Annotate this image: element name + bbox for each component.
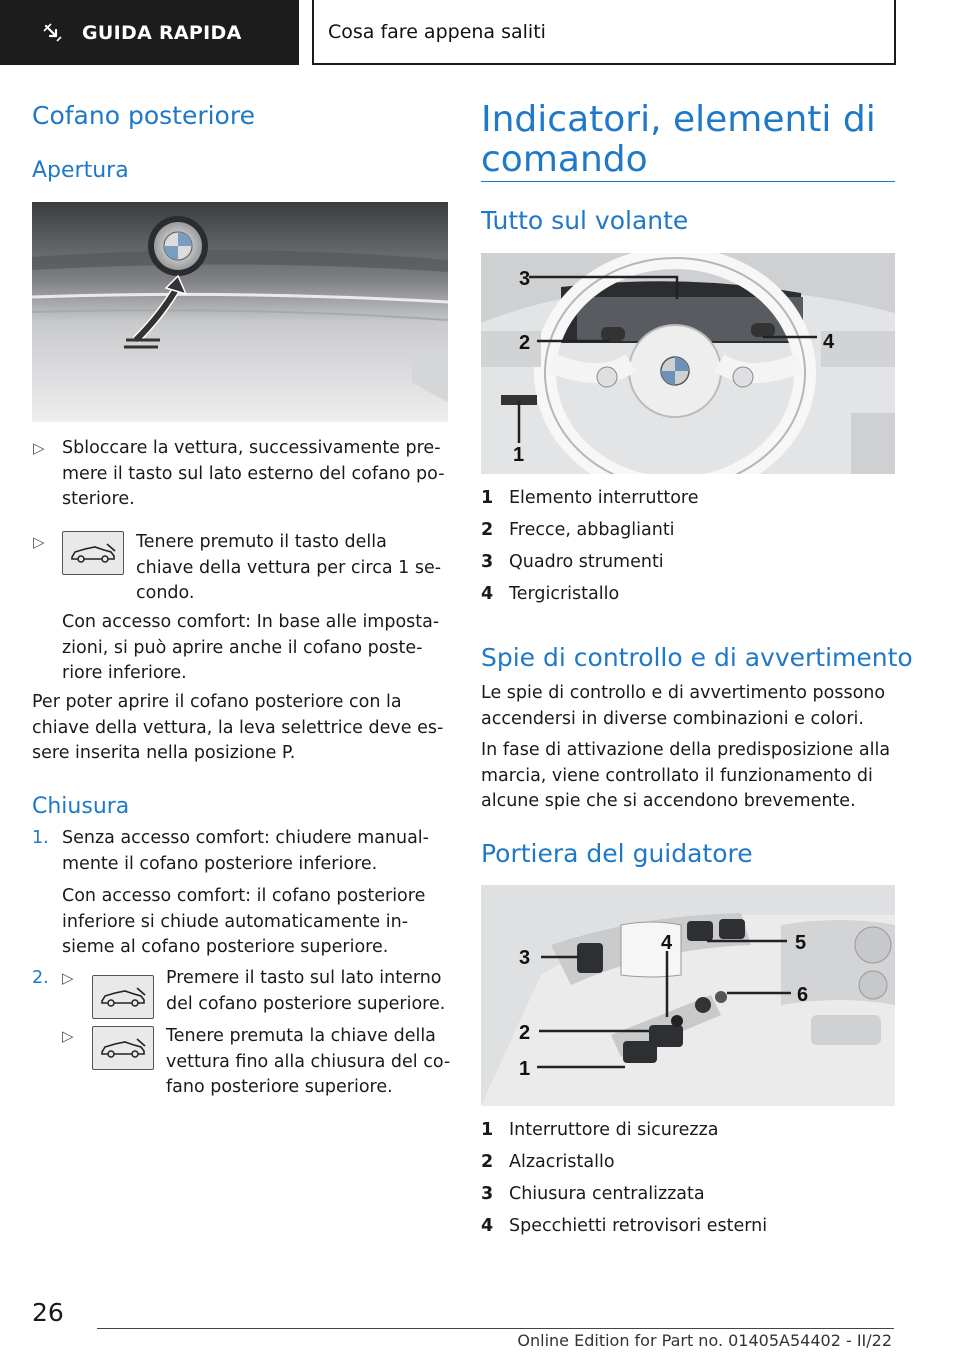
callout-3: 3 <box>519 268 531 290</box>
note-text: Per poter aprire il cofano posteriore con la chiave della vettura, la leva selettrice deve es- sere inserita nella posizione P. <box>32 692 444 763</box>
step-number: 1. <box>32 828 49 848</box>
legend-text: Frecce, abbaglianti <box>509 520 675 540</box>
step-text: Premere il tasto sul lato interno del cofano posteriore superiore. <box>166 968 446 1014</box>
car-tailgate-icon <box>92 1026 154 1070</box>
steering-photo <box>481 253 895 474</box>
legend-number: 3 <box>481 1184 494 1204</box>
legend-text: Tergicristallo <box>509 584 620 604</box>
comfort-text: Con accesso comfort: In base alle imposta- zioni, si può aprire anche il cofano poste- riore inferiore. <box>62 612 440 683</box>
step-number: 2. <box>32 968 49 988</box>
car-tailgate-icon <box>92 975 154 1019</box>
callout-1: 1 <box>513 444 525 466</box>
legend-text: Elemento interruttore <box>509 488 699 508</box>
section-label: GUIDA RAPIDA <box>82 21 242 44</box>
legend-number: 3 <box>481 552 494 572</box>
legend-number: 4 <box>481 1216 494 1236</box>
step-comfort-text: Con accesso comfort: il cofano posteriore inferiore si chiude automaticamente in- sieme al cofano posteriore superiore. <box>62 886 426 957</box>
section-tab[interactable] <box>0 0 299 65</box>
legend-number: 2 <box>481 1152 494 1172</box>
chapter-title <box>312 0 896 65</box>
quick-guide-icon <box>42 22 64 44</box>
car-tailgate-icon <box>62 531 124 575</box>
bullet-marker: ▷ <box>62 1027 74 1045</box>
callout-2: 2 <box>519 1022 531 1044</box>
bullet-marker: ▷ <box>33 439 45 457</box>
chapter-title-text: Cosa fare appena saliti <box>328 20 546 43</box>
legend-text: Alzacristallo <box>509 1152 615 1172</box>
bullet-marker: ▷ <box>33 533 45 551</box>
legend-number: 4 <box>481 584 494 604</box>
legend-text: Chiusura centralizzata <box>509 1184 705 1204</box>
closing-heading: Chiusura <box>32 794 130 819</box>
page-number: 26 <box>32 1298 64 1327</box>
steering-heading: Tutto sul volante <box>481 206 689 235</box>
step-text: Tenere premuta la chiave della vettura fino alla chiusura del co- fano posteriore superiore. <box>166 1026 451 1097</box>
chapter-heading: Indicatori, elementi di comando <box>481 99 876 180</box>
step-text: Senza accesso comfort: chiudere manual- mente il cofano posteriore inferiore. <box>62 828 429 874</box>
callout-3: 3 <box>519 947 531 969</box>
warnings-text: In fase di attivazione della predisposizione alla marcia, viene controllato il funzionamento di alcune spie che si accendono brevemente. <box>481 740 891 811</box>
edition-text: Online Edition for Part no. 01405A54402 - II/22 <box>517 1331 892 1350</box>
bullet-text: Sbloccare la vettura, successivamente pre- mere il tasto sul lato esterno del cofano po- steriore. <box>62 438 445 509</box>
warnings-text: Le spie di controllo e di avvertimento possono accendersi in diverse combinazioni e colori. <box>481 683 886 729</box>
legend-number: 1 <box>481 1120 494 1140</box>
heading-rule <box>481 181 895 182</box>
callout-4: 4 <box>661 932 673 954</box>
opening-heading: Apertura <box>32 158 129 183</box>
callout-6: 6 <box>797 984 809 1006</box>
legend-number: 2 <box>481 520 494 540</box>
callout-2: 2 <box>519 332 531 354</box>
door-photo <box>481 885 895 1106</box>
callout-5: 5 <box>795 932 807 954</box>
bullet-marker: ▷ <box>62 969 74 987</box>
legend-text: Interruttore di sicurezza <box>509 1120 719 1140</box>
section-title: Cofano posteriore <box>32 101 255 130</box>
bullet-text: Tenere premuto il tasto della chiave della vettura per circa 1 se- condo. <box>136 532 442 603</box>
legend-number: 1 <box>481 488 494 508</box>
callout-1: 1 <box>519 1058 531 1080</box>
footer-rule <box>97 1328 894 1329</box>
callout-4: 4 <box>823 331 835 353</box>
warnings-heading: Spie di controllo e di avvertimento <box>481 643 913 672</box>
door-heading: Portiera del guidatore <box>481 839 753 868</box>
legend-text: Quadro strumenti <box>509 552 664 572</box>
tailgate-photo <box>32 202 448 422</box>
legend-text: Specchietti retrovisori esterni <box>509 1216 768 1236</box>
